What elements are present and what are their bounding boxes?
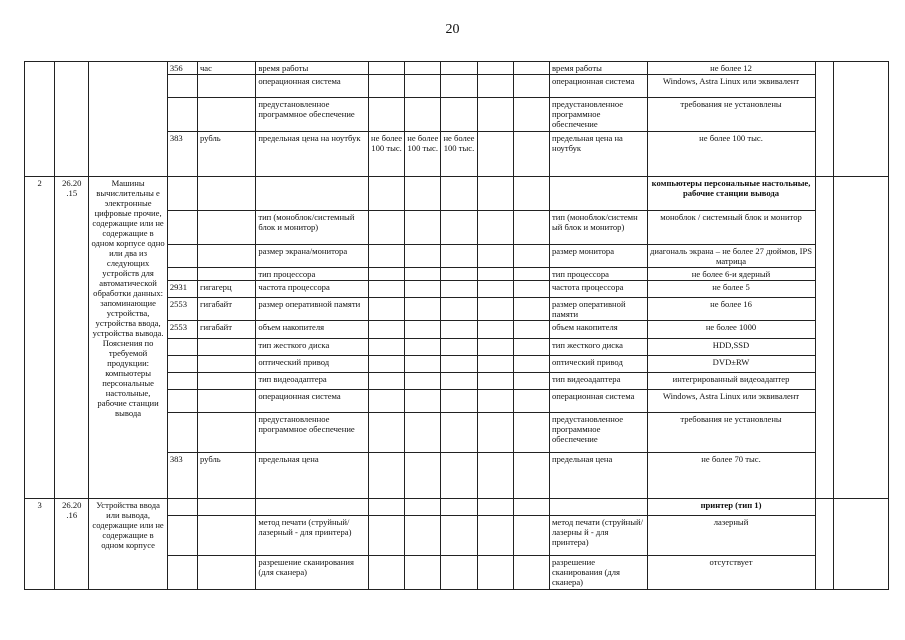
table-cell	[405, 211, 441, 245]
table-cell: не более 100 тыс.	[441, 132, 477, 177]
table-cell: DVD±RW	[647, 356, 815, 373]
table-cell: размер экрана/монитора	[256, 245, 369, 268]
table-cell	[441, 453, 477, 499]
table-cell	[405, 339, 441, 356]
table-cell	[167, 499, 197, 516]
table-cell	[167, 75, 197, 98]
table-cell: оптический привод	[549, 356, 647, 373]
table-cell: предельная цена	[549, 453, 647, 499]
table-cell	[368, 453, 404, 499]
table-cell: 356	[167, 62, 197, 75]
table-cell	[833, 499, 888, 590]
table-cell: разрешение сканирования (для сканера)	[256, 556, 369, 590]
table-cell	[167, 211, 197, 245]
table-cell	[477, 321, 513, 339]
table-cell	[405, 390, 441, 413]
table-cell: требования не установлены	[647, 413, 815, 453]
table-cell	[405, 321, 441, 339]
table-cell	[441, 281, 477, 298]
table-cell: размер монитора	[549, 245, 647, 268]
table-cell	[197, 98, 255, 132]
table-cell: тип (моноблок/системный блок и монитор)	[256, 211, 369, 245]
table-cell	[441, 390, 477, 413]
table-row	[25, 499, 889, 516]
table-cell: объем накопителя	[549, 321, 647, 339]
table-cell: оптический привод	[256, 356, 369, 373]
table-cell: разрешение сканирования (для сканера)	[549, 556, 647, 590]
table-cell	[368, 499, 404, 516]
table-cell	[513, 453, 549, 499]
table-cell	[441, 413, 477, 453]
table-cell	[197, 390, 255, 413]
table-cell	[368, 390, 404, 413]
table-cell: тип процессора	[256, 268, 369, 281]
table-cell	[197, 373, 255, 390]
table-cell	[441, 211, 477, 245]
table-cell: тип видеоадаптера	[549, 373, 647, 390]
table-cell	[441, 177, 477, 211]
table-cell	[167, 390, 197, 413]
table-cell	[441, 62, 477, 75]
table-cell	[549, 177, 647, 211]
table-cell: предустановленное программное обеспечение	[256, 413, 369, 453]
table-cell: 2931	[167, 281, 197, 298]
table-cell	[368, 339, 404, 356]
table-cell	[368, 268, 404, 281]
table-cell: не более 100 тыс.	[647, 132, 815, 177]
table-cell: рубль	[197, 132, 255, 177]
table-cell: диагональ экрана – не более 27 дюймов, IPS матрица	[647, 245, 815, 268]
table-cell	[477, 281, 513, 298]
table-cell: отсутствует	[647, 556, 815, 590]
table-cell: операционная система	[549, 75, 647, 98]
table-cell: час	[197, 62, 255, 75]
table-cell: тип жесткого диска	[256, 339, 369, 356]
table-cell: не более 100 тыс.	[368, 132, 404, 177]
table-cell	[197, 356, 255, 373]
table-cell	[513, 390, 549, 413]
table-cell	[368, 281, 404, 298]
table-cell	[513, 298, 549, 321]
table-cell: гигабайт	[197, 298, 255, 321]
table-cell	[368, 556, 404, 590]
table-cell	[513, 556, 549, 590]
table-cell	[25, 62, 55, 177]
table-cell: предельная цена на ноутбук	[549, 132, 647, 177]
table-cell	[368, 373, 404, 390]
table-cell: предустановленное программное обеспечение	[549, 413, 647, 453]
table-cell: тип жесткого диска	[549, 339, 647, 356]
table-cell: 26.20 .16	[55, 499, 89, 590]
table-cell	[405, 356, 441, 373]
table-cell	[167, 268, 197, 281]
table-cell	[167, 177, 197, 211]
table-cell	[513, 281, 549, 298]
table-cell	[368, 413, 404, 453]
table-cell	[167, 556, 197, 590]
table-cell	[368, 98, 404, 132]
table-cell	[833, 177, 888, 499]
table-cell	[256, 177, 369, 211]
table-cell	[513, 356, 549, 373]
table-cell: объем накопителя	[256, 321, 369, 339]
table-cell	[513, 516, 549, 556]
table-cell	[441, 75, 477, 98]
table-cell	[477, 373, 513, 390]
table-cell	[405, 413, 441, 453]
table-cell	[513, 132, 549, 177]
table-cell: операционная система	[549, 390, 647, 413]
table-cell	[477, 132, 513, 177]
table-cell: Windows, Astra Linux или эквивалент	[647, 75, 815, 98]
table-cell	[197, 499, 255, 516]
table-cell: предустановленное программное обеспечение	[549, 98, 647, 132]
table-cell: время работы	[256, 62, 369, 75]
table-cell	[477, 339, 513, 356]
table-cell	[513, 98, 549, 132]
table-cell	[477, 98, 513, 132]
requirements-table	[24, 61, 889, 590]
table-cell: операционная система	[256, 390, 369, 413]
table-cell	[405, 298, 441, 321]
table-cell: рубль	[197, 453, 255, 499]
table-cell: 383	[167, 453, 197, 499]
table-cell	[368, 62, 404, 75]
table-cell	[405, 556, 441, 590]
table-cell: размер оперативной памяти	[549, 298, 647, 321]
table-cell	[167, 339, 197, 356]
table-cell	[197, 413, 255, 453]
table-cell	[405, 177, 441, 211]
table-cell: предельная цена на ноутбук	[256, 132, 369, 177]
table-cell	[197, 75, 255, 98]
table-cell: предустановленное программное обеспечение	[256, 98, 369, 132]
table-cell	[477, 413, 513, 453]
table-cell: тип видеоадаптера	[256, 373, 369, 390]
table-cell	[513, 211, 549, 245]
table-cell: 3	[25, 499, 55, 590]
table-cell	[441, 356, 477, 373]
table-cell: требования не установлены	[647, 98, 815, 132]
table-cell: частота процессора	[256, 281, 369, 298]
table-cell	[477, 298, 513, 321]
table-cell: не более 1000	[647, 321, 815, 339]
table-cell	[405, 281, 441, 298]
table-cell: Windows, Astra Linux или эквивалент	[647, 390, 815, 413]
table-cell	[513, 177, 549, 211]
table-cell	[513, 268, 549, 281]
table-cell	[197, 268, 255, 281]
table-cell	[441, 339, 477, 356]
table-cell	[405, 516, 441, 556]
table-cell	[441, 268, 477, 281]
table-cell: 383	[167, 132, 197, 177]
table-cell	[368, 516, 404, 556]
table-cell	[477, 245, 513, 268]
table-cell	[197, 339, 255, 356]
table-cell	[197, 556, 255, 590]
table-cell	[441, 499, 477, 516]
table-cell	[368, 177, 404, 211]
table-cell: гигагерц	[197, 281, 255, 298]
table-cell	[167, 373, 197, 390]
table-cell	[405, 98, 441, 132]
table-row	[25, 62, 889, 75]
table-cell: 26.20 .15	[55, 177, 89, 499]
table-cell	[441, 373, 477, 390]
table-cell: Устройства ввода или вывода, содержащие или не содержащие в одном корпусе	[89, 499, 167, 590]
table-cell	[513, 62, 549, 75]
table-cell: 2553	[167, 298, 197, 321]
table-cell	[167, 98, 197, 132]
table-cell	[513, 373, 549, 390]
table-cell: HDD,SSD	[647, 339, 815, 356]
table-cell	[167, 245, 197, 268]
table-cell	[833, 62, 888, 177]
table-cell	[477, 211, 513, 245]
table-cell	[405, 62, 441, 75]
table-cell	[441, 245, 477, 268]
table-cell: 2	[25, 177, 55, 499]
table-cell: Машины вычислительны е электронные цифровые прочие, содержащие или не содержащие в одном корпусе одно или два из следующих устройств для автоматической обработки данных: запоминающие устройства, устройства ввода, устройства вывода. Пояснения по требуемой продукции: компьютеры персональные настольные, рабочие станции вывода	[89, 177, 167, 499]
table-cell	[477, 356, 513, 373]
table-cell: метод печати (струйный/лазерны й - для принтера)	[549, 516, 647, 556]
table-cell	[256, 499, 369, 516]
table-cell: 2553	[167, 321, 197, 339]
table-cell: тип процессора	[549, 268, 647, 281]
table-cell: размер оперативной памяти	[256, 298, 369, 321]
table-cell: метод печати (струйный/лазерный - для принтера)	[256, 516, 369, 556]
table-cell	[513, 245, 549, 268]
table-cell: не более 5	[647, 281, 815, 298]
table-cell: предельная цена	[256, 453, 369, 499]
table-cell	[405, 245, 441, 268]
table-cell	[477, 268, 513, 281]
table-cell	[513, 75, 549, 98]
table-cell: моноблок / системный блок и монитор	[647, 211, 815, 245]
table-cell	[441, 556, 477, 590]
table-cell: компьютеры персональные настольные, рабочие станции вывода	[647, 177, 815, 211]
table-cell	[368, 298, 404, 321]
table-cell: время работы	[549, 62, 647, 75]
table-cell	[513, 321, 549, 339]
table-cell: лазерный	[647, 516, 815, 556]
table-cell	[477, 499, 513, 516]
table-cell	[477, 556, 513, 590]
table-cell	[197, 516, 255, 556]
table-cell	[513, 499, 549, 516]
table-cell	[368, 356, 404, 373]
table-cell: принтер (тип 1)	[647, 499, 815, 516]
table-cell: не более 100 тыс.	[405, 132, 441, 177]
table-cell	[197, 177, 255, 211]
table-cell	[549, 499, 647, 516]
table-row	[25, 177, 889, 211]
table-cell	[477, 390, 513, 413]
table-cell	[477, 177, 513, 211]
table-cell: не более 70 тыс.	[647, 453, 815, 499]
table-cell: не более 6-и ядерный	[647, 268, 815, 281]
table-cell: тип (моноблок/системн ый блок и монитор)	[549, 211, 647, 245]
table-cell: интегрированный видеоадаптер	[647, 373, 815, 390]
table-cell	[55, 62, 89, 177]
table-cell	[368, 245, 404, 268]
table-cell	[368, 321, 404, 339]
table-cell	[197, 211, 255, 245]
table-cell	[513, 339, 549, 356]
table-cell	[89, 62, 167, 177]
table-cell	[441, 298, 477, 321]
table-cell	[405, 499, 441, 516]
table-cell: не более 12	[647, 62, 815, 75]
table-cell	[477, 75, 513, 98]
table-cell	[368, 211, 404, 245]
table-cell	[477, 453, 513, 499]
table-cell	[441, 321, 477, 339]
table-cell: не более 16	[647, 298, 815, 321]
table-cell	[167, 356, 197, 373]
table-cell: частота процессора	[549, 281, 647, 298]
page-number: 20	[445, 22, 460, 37]
table-cell	[167, 413, 197, 453]
table-cell	[167, 516, 197, 556]
table-cell	[368, 75, 404, 98]
table-cell	[405, 75, 441, 98]
table-cell	[441, 516, 477, 556]
table-cell	[405, 453, 441, 499]
table-cell: гигабайт	[197, 321, 255, 339]
table-cell	[477, 62, 513, 75]
table-cell	[815, 177, 833, 499]
table-cell	[405, 268, 441, 281]
table-cell	[815, 499, 833, 590]
table-cell	[513, 413, 549, 453]
table-cell	[405, 373, 441, 390]
table-cell	[197, 245, 255, 268]
table-cell	[815, 62, 833, 177]
table-cell	[477, 516, 513, 556]
table-cell	[441, 98, 477, 132]
table-cell: операционная система	[256, 75, 369, 98]
